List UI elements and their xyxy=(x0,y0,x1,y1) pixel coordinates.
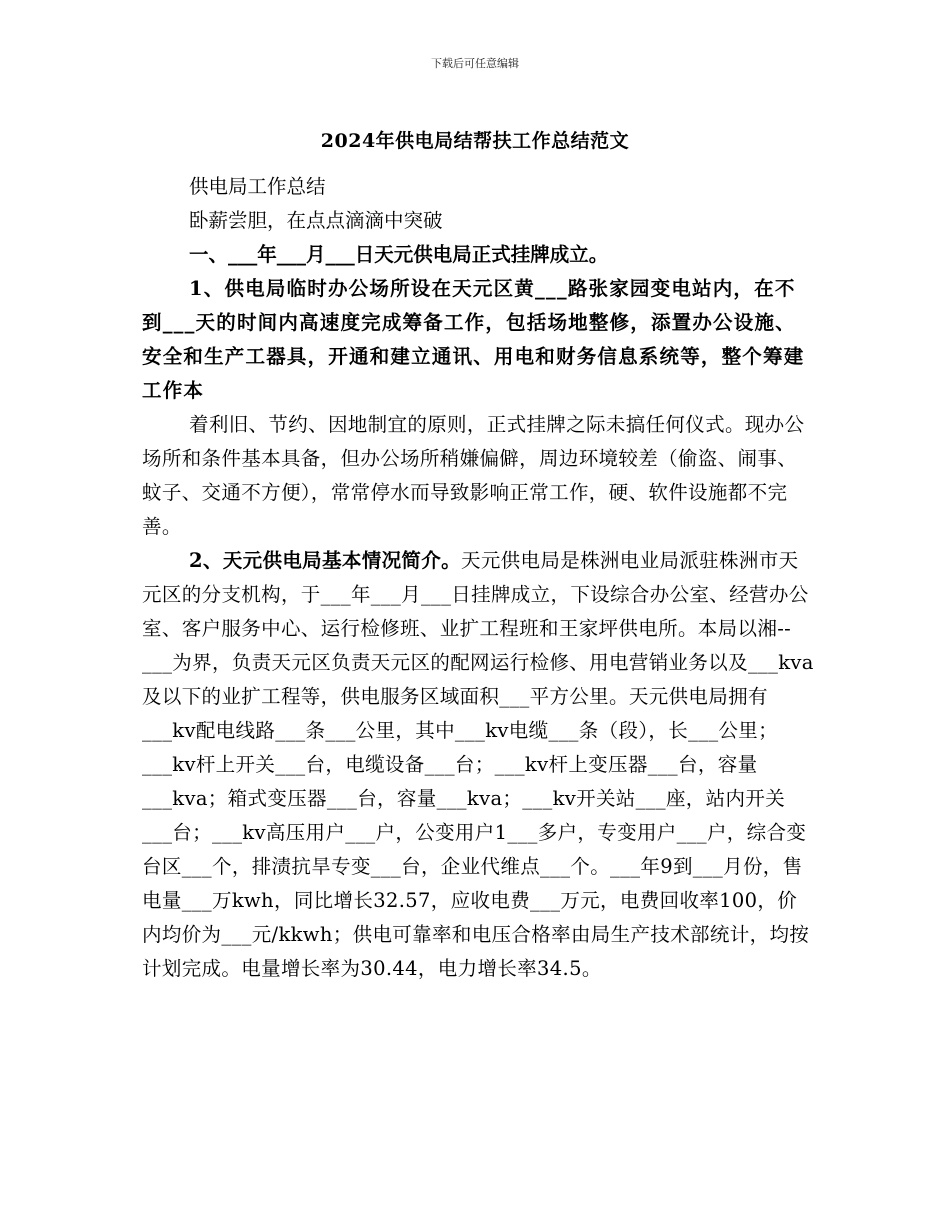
paragraph-3-lead: 2、天元供电局基本情况简介。 xyxy=(189,549,461,572)
paragraph-1: 1、供电局临时办公场所设在天元区黄___路张家园变电站内，在不到___天的时间内高速度完成筹备工作，包括场地整修，添置办公设施、安全和生产工器具，开通和建立通讯、用电和财务信息系统等，整个筹建工作本 xyxy=(142,277,805,402)
page-header: 下载后可任意编辑 xyxy=(431,57,519,70)
subtitle-line: 供电局工作总结 xyxy=(189,175,326,198)
motto-line: 卧薪尝胆，在点点滴滴中突破 xyxy=(189,209,443,232)
paragraph-2: 着利旧、节约、因地制宜的原则，正式挂牌之际未搞任何仪式。现办公场所和条件基本具备，但办公场所稍嫌偏僻，周边环境较差（偷盗、闹事、蚊子、交通不方便），常常停水而导致影响正常工作，硬、软件设施都不完善。 xyxy=(142,413,805,538)
section-heading: 一、___年___月___日天元供电局正式挂牌成立。 xyxy=(189,243,609,266)
document-title: 2024年供电局结帮扶工作总结范文 xyxy=(320,130,630,152)
paragraph-3 xyxy=(142,544,814,986)
document-body xyxy=(142,170,814,986)
paragraph-3-text: 天元供电局是株洲电业局派驻株洲市天元区的分支机构，于___年___月___日挂牌成立，下设综合办公室、经营办公室、客户服务中心、运行检修班、业扩工程班和王家坪供电所。本局以湘--___为界，负责天元区负责天元区的配网运行检修、用电营销业务以及___kva及以下的业扩工程等，供电服务区域面积___平方公里。天元供电局拥有___kv配电线路___条___公里，其中___kv电缆___条（段），长___公里；___kv杆上开关___台，电缆设备___台；___kv杆上变压器___台，容量___kva；箱式变压器___台，容量___kva；___kv开关站___座，站内开关___台；___kv高压用户___户，公变用户1___多户，专变用户___户，综合变台区___个，排渍抗旱专变___台，企业代维点___个。___年9到___月份，售电量___万kwh，同比增长32.57，应收电费___万元，电费回收率100，价内均价为___元/kkwh；供电可靠率和电压合格率由局生产技术部统计，均按计划完成。电量增长率为30.44，电力增长率34.5。 xyxy=(142,549,814,980)
